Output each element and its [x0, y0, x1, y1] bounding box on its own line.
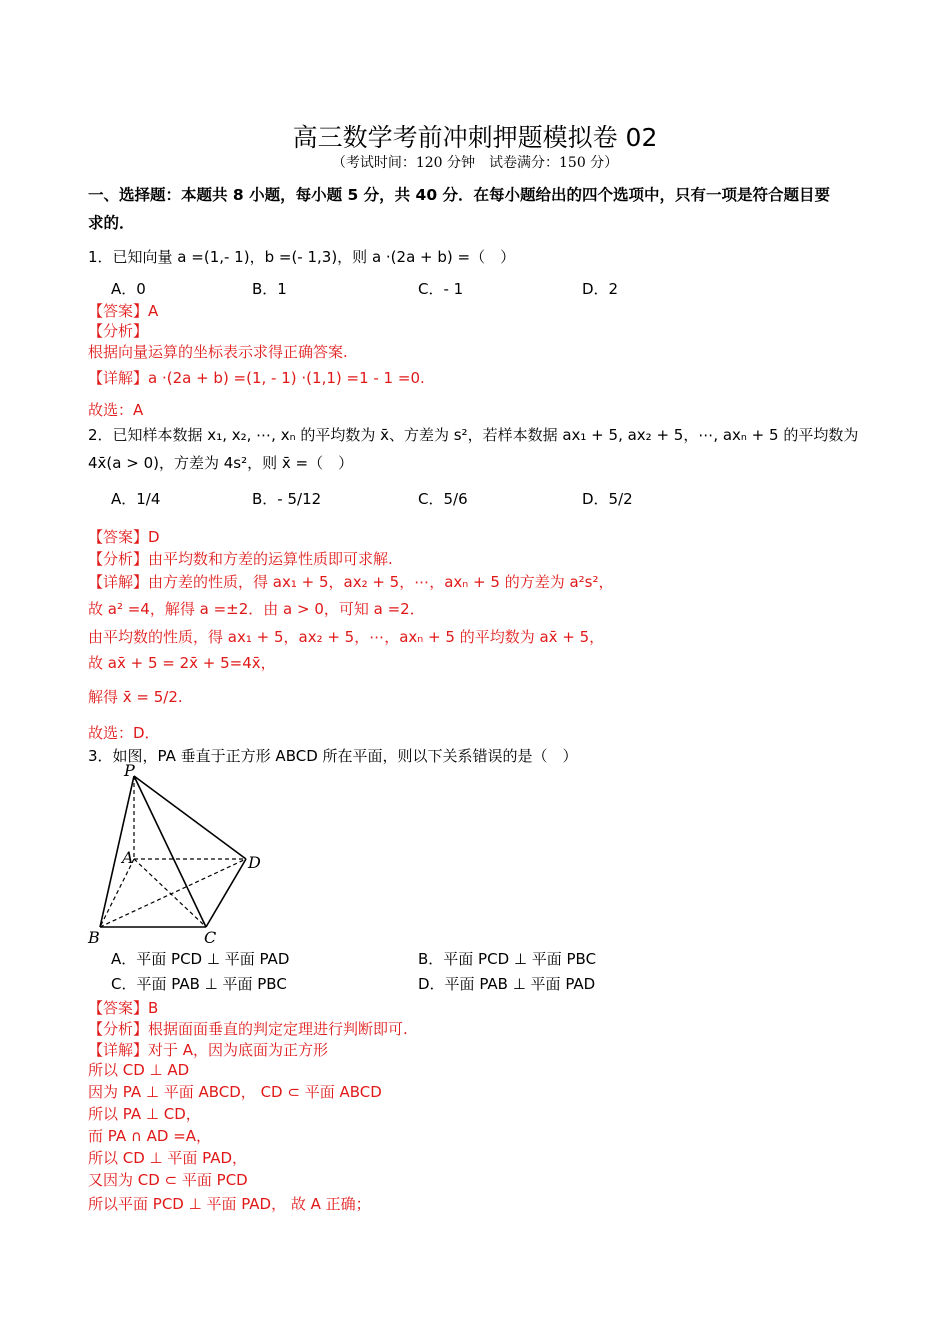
q2-option-d: D．5/2	[582, 490, 633, 508]
q1-conclusion: 故选：A	[88, 401, 144, 419]
q2-answer: 【答案】D	[88, 528, 160, 546]
q1-option-b: B．1	[252, 280, 287, 298]
q1-analysis-head: 【分析】	[88, 322, 149, 340]
q2-option-b: B．- 5/12	[252, 490, 322, 508]
q2-detail-3: 由平均数的性质，得 ax₁ + 5，ax₂ + 5，⋯，axₙ + 5 的平均数为 ax̄ + 5，	[88, 628, 605, 646]
q2-option-a: A．1/4	[111, 490, 161, 508]
q3-stem: 3．如图，PA 垂直于正方形 ABCD 所在平面，则以下关系错误的是（ ）	[88, 747, 578, 765]
q3-option-b: B．平面 PCD ⊥ 平面 PBC	[418, 950, 597, 968]
q1-stem: 1．已知向量 a =(1,- 1)，b =(- 1,3)，则 a ·(2a + b) =（ ）	[88, 248, 516, 266]
q3-detail-line: 所以 PA ⊥ CD，	[88, 1105, 201, 1123]
q3-option-c: C．平面 PAB ⊥ 平面 PBC	[111, 975, 287, 993]
pyramid-figure	[84, 762, 274, 948]
q1-option-c: C．- 1	[418, 280, 464, 298]
q2-detail-2: 故 a² =4，解得 a =±2．由 a > 0，可知 a =2．	[88, 600, 425, 618]
vertex-b-label: B	[88, 928, 100, 947]
q1-option-d: D．2	[582, 280, 619, 298]
q2-detail-1: 【详解】由方差的性质，得 ax₁ + 5，ax₂ + 5，⋯，axₙ + 5 的方差为 a²s²，	[88, 573, 614, 591]
q3-detail-line: 而 PA ∩ AD =A，	[88, 1127, 212, 1145]
q2-stem-line1: 2．已知样本数据 x₁, x₂, ⋯, xₙ 的平均数为 x̄、方差为 s²，若样本数据 ax₁ + 5, ax₂ + 5，⋯, axₙ + 5 的平均数为	[88, 426, 859, 444]
q3-detail-line: 又因为 CD ⊂ 平面 PCD	[88, 1171, 248, 1189]
q3-detail-line: 所以平面 PCD ⊥ 平面 PAD， 故 A 正确；	[88, 1195, 371, 1213]
q3-detail-line: 所以 CD ⊥ 平面 PAD，	[88, 1149, 248, 1167]
q3-analysis: 【分析】根据面面垂直的判定定理进行判断即可.	[88, 1020, 408, 1038]
q2-option-c: C．5/6	[418, 490, 468, 508]
section-heading-cont: 求的．	[88, 214, 135, 232]
q2-conclusion: 故选：D．	[88, 724, 160, 742]
vertex-p-label: P	[124, 762, 135, 780]
q2-detail-4: 故 ax̄ + 5 = 2x̄ + 5=4x̄，	[88, 654, 276, 672]
q3-answer: 【答案】B	[88, 999, 159, 1017]
q2-stem-line2: 4x̄(a > 0)，方差为 4s²，则 x̄ =（ ）	[88, 454, 354, 472]
vertex-d-label: D	[248, 853, 261, 872]
page-title: 高三数学考前冲刺押题模拟卷 02	[292, 123, 658, 152]
q1-option-a: A．0	[111, 280, 146, 298]
q3-detail-line: 【详解】对于 A，因为底面为正方形	[88, 1041, 329, 1059]
q3-detail-line: 因为 PA ⊥ 平面 ABCD， CD ⊂ 平面 ABCD	[88, 1083, 382, 1101]
q2-analysis: 【分析】由平均数和方差的运算性质即可求解.	[88, 550, 393, 568]
q3-option-a: A．平面 PCD ⊥ 平面 PAD	[111, 950, 290, 968]
q3-detail-line: 所以 CD ⊥ AD	[88, 1061, 190, 1079]
q2-detail-5: 解得 x̄ = 5/2.	[88, 688, 183, 706]
section-heading: 一、选择题：本题共 8 小题，每小题 5 分，共 40 分．在每小题给出的四个选项中，只有一项是符合题目要	[88, 186, 831, 204]
vertex-a-label: A	[122, 848, 134, 867]
q1-detail: 【详解】a ·(2a + b) =(1, - 1) ·(1,1) =1 - 1 =0.	[88, 369, 425, 387]
q1-answer: 【答案】A	[88, 302, 159, 320]
vertex-c-label: C	[204, 928, 217, 947]
q1-analysis: 根据向量运算的坐标表示求得正确答案.	[88, 343, 348, 361]
q3-option-d: D．平面 PAB ⊥ 平面 PAD	[418, 975, 596, 993]
page-subtitle: （考试时间：120 分钟 试卷满分：150 分）	[331, 155, 619, 171]
